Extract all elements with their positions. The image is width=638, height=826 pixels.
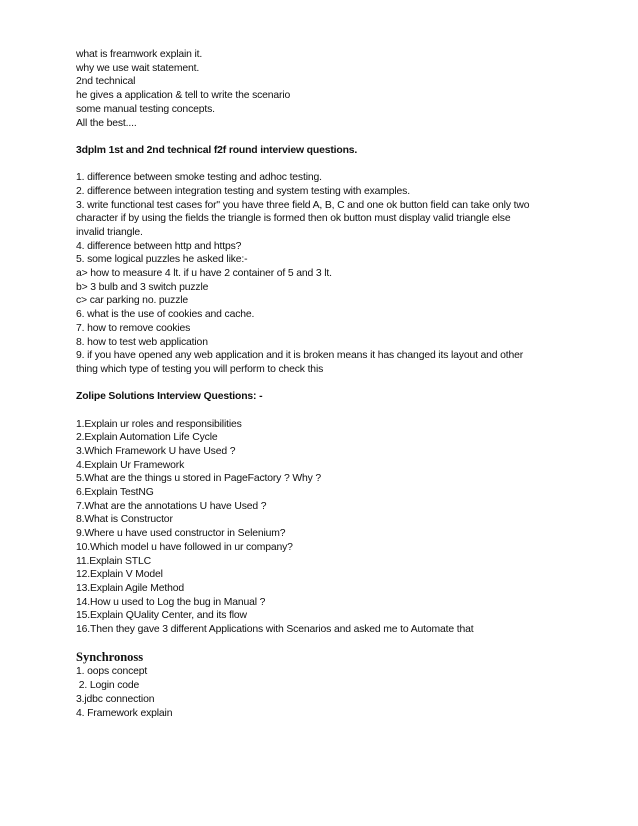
intro-line: some manual testing concepts. (76, 103, 215, 115)
spacer (76, 130, 576, 144)
spacer (76, 637, 576, 651)
intro-line: 2nd technical (76, 76, 136, 88)
list-item: 3.Which Framework U have Used ? (76, 445, 236, 457)
list-item: 8.What is Constructor (76, 514, 173, 526)
list-item: 10.Which model u have followed in ur company? (76, 541, 293, 553)
section-3dplm (76, 144, 576, 377)
section-synchronoss (76, 650, 576, 720)
list-item: 4.Explain Ur Framework (76, 459, 185, 471)
list-item: 2. difference between integration testing and system testing with examples. (76, 185, 410, 197)
spacer (76, 404, 576, 418)
list-item: 13.Explain Agile Method (76, 582, 185, 594)
list-item: 9. if you have opened any web application and it is broken means it has changed its layout and other (76, 350, 524, 362)
list-item: 4. difference between http and https? (76, 240, 242, 252)
list-item: 7.What are the annotations U have Used ? (76, 500, 267, 512)
list-item: 2. Login code (76, 680, 140, 692)
list-item: 5.What are the things u stored in PageFactory ? Why ? (76, 473, 322, 485)
list-item: 8. how to test web application (76, 336, 208, 348)
list-item: 16.Then they gave 3 different Applications with Scenarios and asked me to Automate that (76, 624, 474, 636)
list-item: 2.Explain Automation Life Cycle (76, 432, 218, 444)
list-item: 1. difference between smoke testing and adhoc testing. (76, 172, 322, 184)
section-heading: Synchronoss (76, 650, 144, 665)
list-item: 7. how to remove cookies (76, 322, 191, 334)
spacer (76, 377, 576, 391)
section-zolipe (76, 390, 576, 637)
list-item: c> car parking no. puzzle (76, 295, 189, 307)
list-item: 3.jdbc connection (76, 693, 155, 705)
intro-block (76, 48, 576, 130)
list-item: thing which type of testing you will perform to check this (76, 363, 324, 375)
intro-line: All the best.... (76, 117, 137, 129)
list-item: 14.How u used to Log the bug in Manual ? (76, 596, 266, 608)
list-item: character if by using the fields the triangle is formed then ok button must display valid triangle else (76, 213, 511, 225)
list-item: 1.Explain ur roles and responsibilities (76, 418, 242, 430)
list-item: 9.Where u have used constructor in Selenium? (76, 528, 286, 540)
list-item: 15.Explain QUality Center, and its flow (76, 610, 247, 622)
list-item: 5. some logical puzzles he asked like:- (76, 254, 248, 266)
document-page (76, 48, 576, 720)
list-item: 4. Framework explain (76, 707, 173, 719)
list-item: 11.Explain STLC (76, 555, 151, 567)
section-heading: Zolipe Solutions Interview Questions: - (76, 391, 263, 403)
section-heading: 3dplm 1st and 2nd technical f2f round interview questions. (76, 144, 358, 156)
list-item: 6. what is the use of cookies and cache. (76, 309, 255, 321)
intro-line: why we use wait statement. (76, 62, 200, 74)
intro-line: what is freamwork explain it. (76, 49, 203, 60)
list-item: b> 3 bulb and 3 switch puzzle (76, 281, 209, 293)
list-item: 6.Explain TestNG (76, 487, 154, 499)
intro-line: he gives a application & tell to write the scenario (76, 90, 291, 102)
list-item: 12.Explain V Model (76, 569, 163, 581)
list-item: a> how to measure 4 lt. if u have 2 container of 5 and 3 lt. (76, 268, 332, 280)
spacer (76, 158, 576, 172)
list-item: 3. write functional test cases for" you have three field A, B, C and one ok button field can take only two (76, 199, 530, 211)
list-item: 1. oops concept (76, 666, 148, 678)
list-item: invalid triangle. (76, 226, 143, 238)
